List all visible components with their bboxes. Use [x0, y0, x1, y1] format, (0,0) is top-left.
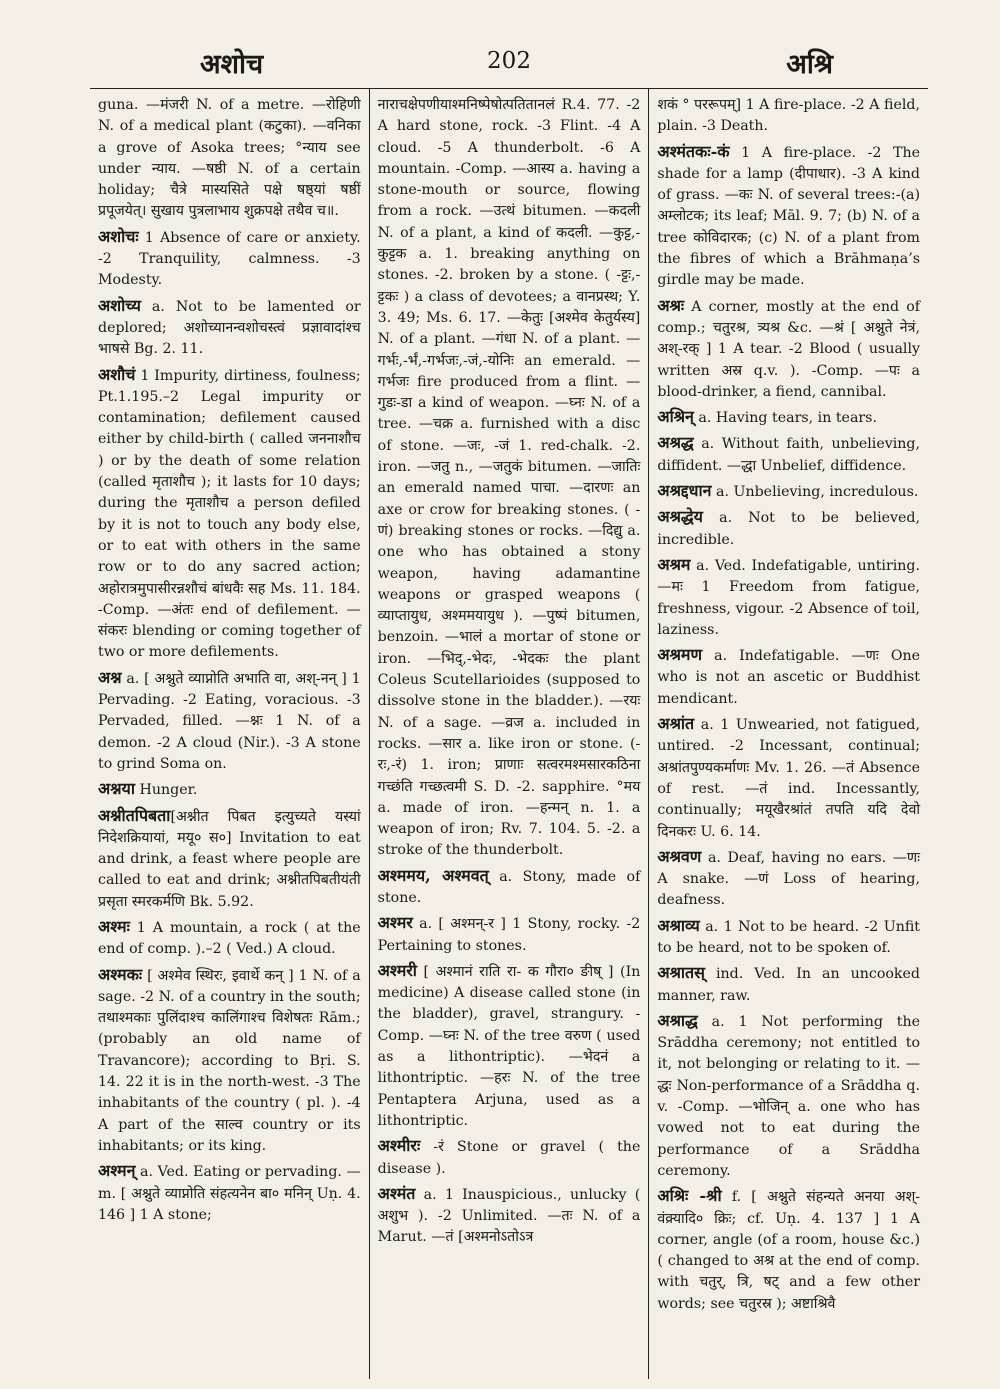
dictionary-entry — [98, 778, 361, 801]
headword: अश्मर — [377, 913, 413, 933]
dictionary-entry — [657, 713, 920, 843]
definition-text: a. 1 Not performing the Srāddha ceremony; not entitled to it, not belonging or relating to it. —द्धः Non-performance of a Srāddha q. v. -Comp. —भोजिन् a. one who has vowed not to eat during the performance of a Srāddha ceremony. — [657, 1013, 921, 1179]
continued-entry — [657, 95, 920, 138]
definition-text: a. Deaf, having no ears. —णः A snake. —णं Loss of hearing, deafness. — [657, 849, 921, 909]
dictionary-entry — [657, 295, 920, 403]
dictionary-entry — [657, 480, 920, 503]
column-1 — [90, 89, 369, 1379]
definition-text: 1 A fire-place. -2 The shade for a lamp (दीपाधार). -3 A kind of grass. —कः N. of several trees:-(a) अम्लोटक; its leaf; Māl. 9. 7; (b) N. of a tree कोविदारक; (c) N. of a plant from the fibres of which a Brāhmaṇa’s girdle may be made. — [657, 144, 921, 289]
definition-text: a. Stony, made of stone. — [377, 868, 641, 906]
headword: अशोच्य — [98, 295, 141, 315]
dictionary-entry — [98, 916, 361, 961]
column-3 — [648, 89, 928, 1379]
headword: अश्रः — [657, 295, 685, 315]
headword: अशोचः — [98, 226, 139, 246]
definition-text: a. Having tears, in tears. — [693, 410, 877, 427]
definition-text: a. 1 Not to be heard. -2 Unfit to be heard, not to be spoken of. — [657, 918, 921, 956]
dictionary-entry — [657, 406, 920, 429]
dictionary-entry — [378, 865, 641, 910]
column-2 — [369, 89, 649, 1379]
dictionary-entry — [657, 141, 920, 292]
definition-text: a. Not to be believed, incredible. — [657, 510, 921, 548]
dictionary-entry — [98, 295, 361, 361]
headword: अश्न — [98, 667, 122, 687]
definition-text: a. Ved. Indefatigable, untiring. —मः 1 Freedom from fatigue, freshness, vigour. -2 Absence of toil, laziness. — [657, 557, 921, 638]
dictionary-entry — [378, 912, 641, 957]
left-running-head: अशोच — [200, 49, 264, 80]
definition-text: a. [ अश्नुते व्याप्नोति अभाति वा, अश्-नन् ] 1 Pervading. -2 Eating, voracious. -3 Pervaded, filled. —श्नः 1 N. of a demon. -2 A cloud (Nir.). -3 A stone to grind Soma on. — [98, 670, 361, 772]
headword: अश्मीरः — [377, 1136, 421, 1156]
dictionary-entry — [657, 644, 920, 710]
definition-text: 1 Impurity, dirtiness, foulness; Pt.1.195.–2 Legal impurity or contamination; defilement caused either by child-birth ( called जननाशौच ) or by the death of some relation (called मृताशौच ); it lasts for 10 days; during the मृताशौच a person defiled by it is not to touch any body else, or to eat with others in the same row or to do any sacred action; अहोरात्रमुपासीरन्नशौचं बांधवैः सह Ms. 11. 184. -Comp. —अंतः end of defilement. —संकरः blending or coming together of two or more defilements. — [98, 367, 361, 661]
page-header — [90, 40, 928, 89]
headword: अश्मंत — [377, 1183, 416, 1203]
headword: अश्मंतकः-कं — [657, 141, 730, 161]
definition-text: guna. —मंजरी N. of a metre. —रोहिणी N. of a medical plant (कटुका). —वनिका a grove of Asoka trees; °न्याय see under न्याय. —षष्ठी N. of a certain holiday; चैत्रे मास्यसिते पक्षे षष्ठ्यां षष्ठीं प्रपूजयेत्। सुखाय पुत्रलाभाय शुक्रपक्षे तथैव च॥. — [98, 97, 361, 220]
dictionary-entry — [98, 805, 361, 913]
dictionary-entry — [378, 960, 641, 1132]
definition-text: a. 1 Inauspicious., unlucky ( अशुभ ). -2 Unlimited. —तः N. of a Marut. —तं [अश्मनोऽतोऽत्र — [377, 1186, 641, 1246]
definition-text: ind. Ved. In an uncooked manner, raw. — [657, 966, 921, 1004]
headword: अश्रिन् — [657, 407, 694, 427]
headword: अश्नीतपिबता — [98, 805, 171, 825]
headword: अश्मकः — [98, 964, 143, 984]
headword: अश्मरी — [377, 960, 417, 980]
definition-text: 1 A mountain, a rock ( at the end of comp. ).–2 ( Ved.) A cloud. — [98, 919, 361, 958]
definition-text: a. [ अश्मन्-र ] 1 Stony, rocky. -2 Pertaining to stones. — [377, 916, 641, 954]
dictionary-entry — [657, 506, 920, 551]
dictionary-entry — [657, 554, 920, 641]
definition-text: शकं ° पररूपम्] 1 A fire-place. -2 A field, plain. -3 Death. — [657, 97, 921, 135]
headword: अश्राव्य — [657, 915, 700, 935]
headword: अश्रांत — [657, 714, 695, 734]
headword: अश्राद्ध — [657, 1010, 698, 1030]
definition-text: [ अश्मेव स्थिरः, इवार्थे कन् ] 1 N. of a sage. -2 N. of a country in the south; तथाश्मकाः पुलिंदाश्च कालिंगाश्च विशेषतः Rām.; (probably an old name of Travancore); according to Bṛi. S. 14. 22 it is in the north-west. -3 The inhabitants of the country ( pl. ). -4 A part of the साल्व country or its inhabitants; or its king. — [98, 967, 361, 1154]
dictionary-entry — [657, 1185, 920, 1315]
dictionary-entry — [98, 964, 361, 1158]
dictionary-entry — [657, 962, 920, 1007]
definition-text: a. Unbelieving, incredulous. — [711, 484, 919, 501]
text-columns — [90, 89, 928, 1379]
dictionary-entry — [98, 1160, 361, 1226]
definition-text: नाराचक्षेपणीयाश्मनिष्पेषोत्पतितानलं R.4. 77. -2 A hard stone, rock. -3 Flint. -4 A cloud. -5 A thunderbolt. -6 A mountain. -Comp. —आस्य a. having a stone-mouth or source, flowing from a rock. —उत्थं bitumen. —कदली N. of a plant, a kind of कदली. —कुट्ट,-कुट्टक a. 1. breaking anything on stones. -2. broken by a stone. ( -ट्टः,-ट्टकः ) a class of devotees; a वानप्रस्थ; Y. 3. 49; Ms. 6. 17. —केतुः [अश्मेव केतुर्यस्य] N. of a plant. —गंधा N. of a plant. —गर्भः,-र्भं,-गर्भजः,-जं,-योनिः an emerald. —गर्भजः fire produced from a flint. —गुडः-डा a kind of weapon. —घ्नः N. of a tree. —चक्र a. furnished with a disc of stone. —जः, -जं 1. red-chalk. -2. iron. —जतु n., —जतुकं bitumen. —जातिः an emerald named पाचा. —दारणः an axe or crow for breaking stones. ( -णं) breaking stones or rocks. —दिद्यु a. one who has obtained a stony weapon, having adamantine weapons or grasped weapons ( व्याप्तायुध, अश्ममयायुध ). —पुष्पं bitumen, benzoin. —भालं a mortar of stone or iron. —भिद्,-भेदः, -भेदकः the plant Coleus Scutellarioides (supposed to dissolve stone in the bladder.). —रयः N. of a sage. —व्रज a. included in rocks. —सार a. like iron or stone. (-रः,-रं) 1. iron; प्राणाः सत्वरमश्मसारकठिना गच्छंति गच्छत्वमी S. D. -2. sapphire. °मय a. made of iron. —हन्मन् n. 1. a weapon of iron; Rv. 7. 104. 5. -2. a stroke of the thunderbolt. — [377, 97, 641, 859]
headword: अश्रातस् — [657, 963, 705, 983]
headword: अश्मः — [98, 916, 130, 936]
definition-text: A corner, mostly at the end of comp.; चतुरश्र, त्र्यश्र &c. —श्रं [ अश्नुते नेत्रं, अश्-रक् ] 1 A tear. -2 Blood ( usually written अस्र q.v. ). -Comp. —पः a blood-drinker, a fiend, cannibal. — [657, 298, 921, 400]
right-running-head: अश्रि — [786, 49, 833, 80]
headword: अश्मन् — [98, 1161, 136, 1181]
headword: अश्रम — [657, 554, 691, 574]
headword: अश्रद्दधान — [657, 481, 712, 501]
dictionary-entry — [657, 915, 920, 960]
headword: अश्रिः -श्री — [657, 1186, 722, 1206]
dictionary-entry — [378, 1135, 641, 1180]
headword: अश्रवण — [657, 846, 702, 866]
dictionary-entry — [657, 432, 920, 477]
definition-text: Hunger. — [134, 782, 198, 799]
headword: अश्रद्ध — [657, 433, 694, 453]
dictionary-entry — [378, 1183, 641, 1249]
definition-text: 1 Absence of care or anxiety. -2 Tranquility, calmness. -3 Modesty. — [98, 229, 361, 289]
definition-text: a. Ved. Eating or pervading. —m. [ अश्नुते व्याप्नोति संहत्यनेन बा० मनिन् Uṇ. 4. 146 ] 1 A stone; — [98, 1164, 361, 1223]
definition-text: [अश्नीत पिबत इत्युच्यते यस्यां निदेशक्रियायां, मयू० स०] Invitation to eat and drink, a feast where people are called to eat and drink; अश्नीतपिबतीयंती प्रसृता स्मरकर्मणि Bk. 5.92. — [98, 808, 361, 910]
definition-text: a. 1 Unwearied, not fatigued, untired. -2 Incessant, continual; अश्रांतपुण्यकर्माणः Mv. 1. 26. —तं Absence of rest. —तं ind. Incessantly, continually; मयूखैरश्रांतं तपति यदि देवो दिनकरः U. 6. 14. — [657, 717, 921, 840]
dictionary-entry — [98, 364, 361, 664]
definition-text: a. Indefatigable. —णः One who is not an ascetic or Buddhist mendicant. — [657, 648, 921, 707]
headword: अश्ममय, अश्मवत् — [377, 865, 489, 885]
definition-text: f. [ अश्नुते संहन्यते अनया अश्- वंक्र्यादि० क्रिः; cf. Uṇ. 4. 137 ] 1 A corner, angle (of a room, house &c.) ( changed to अश्र at the end of comp. with चतुर्, त्रि, षट् and a few other words; see चतुरस्र ); अष्टाश्रिवै — [657, 1189, 921, 1312]
dictionary-entry — [98, 667, 361, 775]
headword: अशौचं — [98, 364, 136, 384]
definition-text: a. Without faith, unbelieving, diffident. —द्धा Unbelief, diffidence. — [657, 436, 921, 474]
definition-text: -रं Stone or gravel ( the disease ). — [377, 1139, 641, 1177]
continued-entry — [378, 95, 641, 862]
dictionary-entry — [98, 226, 361, 292]
definition-text: [ अश्मानं राति रा- क गौरा० ङीष् ] (In medicine) A disease called stone (in the bladder), gravel, strangury. -Comp. —घ्नः N. of the tree वरुण ( used as a lithontriptic). —भेदनं a lithontriptic. —हरः N. of the tree Pentaptera Arjuna, used as a lithontriptic. — [377, 963, 641, 1129]
continued-entry — [98, 95, 361, 223]
page-number: 202 — [487, 48, 531, 74]
headword: अश्रमण — [657, 645, 703, 665]
dictionary-entry — [657, 1010, 920, 1182]
dictionary-entry — [657, 846, 920, 912]
headword: अश्नया — [98, 779, 135, 799]
definition-text: a. Not to be lamented or deplored; अशोच्यानन्वशोचस्त्वं प्रज्ञावादांश्च भाषसे Bg. 2. 11. — [98, 298, 361, 358]
headword: अश्रद्धेय — [657, 507, 703, 527]
